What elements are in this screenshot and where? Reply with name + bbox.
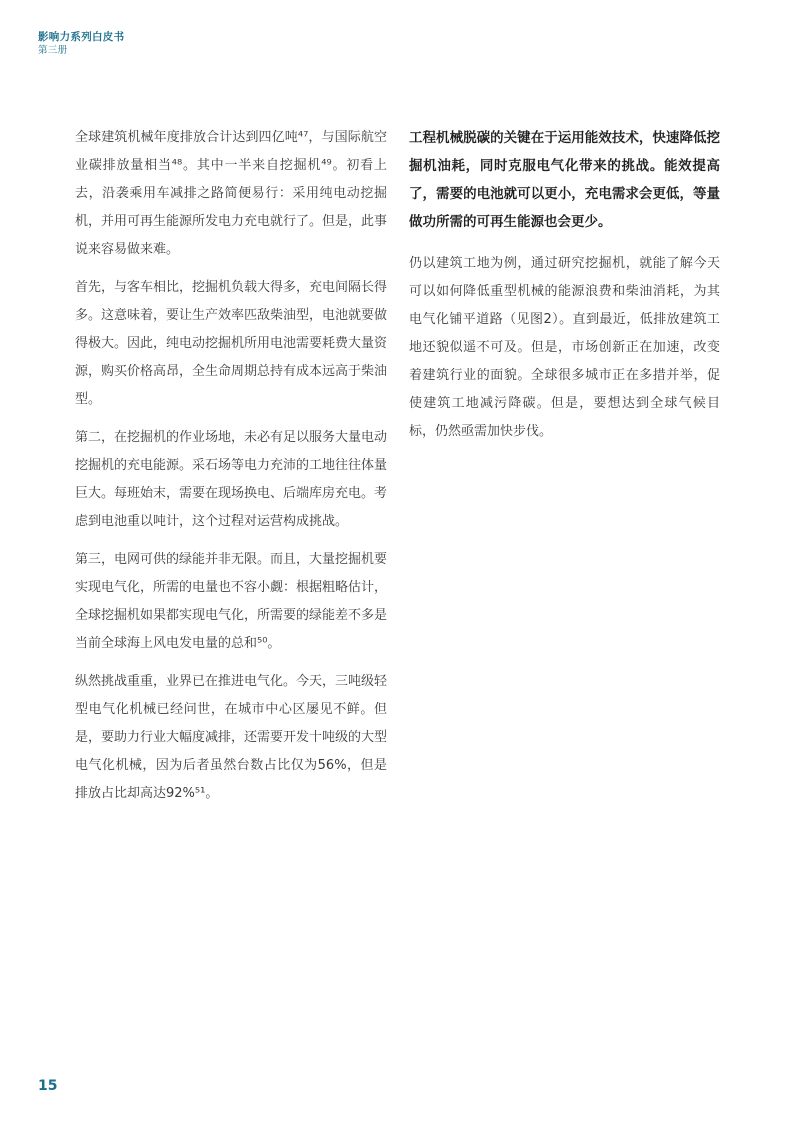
paragraph: 第二，在挖掘机的作业场地，未必有足以服务大量电动挖掘机的充电能源。采石场等电力充沛的工地往往体量巨大。每班始末，需要在现场换电、后端库房充电。考虑到电池重以吨计，这个过程对运营构成挑战。: [75, 430, 388, 529]
page-number: 15: [38, 1078, 58, 1094]
lead-paragraph: 工程机械脱碳的关键在于运用能效技术，快速降低挖掘机油耗，同时克服电气化带来的挑战。能效提高了，需要的电池就可以更小，充电需求会更低，等量做功所需的可再生能源也会更少。: [409, 130, 720, 230]
right-column: [409, 124, 720, 455]
publication-title: 影响力系列白皮书: [38, 31, 125, 43]
paragraph: 首先，与客车相比，挖掘机负载大得多，充电间隔长得多。这意味着，要让生产效率匹敌柴油型，电池就要做得极大。因此，纯电动挖掘机所用电池需要耗费大量资源，购买价格高昂，全生命周期总持有成本远高于柴油型。: [75, 280, 388, 407]
running-header: [38, 31, 124, 57]
paragraph: 全球建筑机械年度排放合计达到四亿吨⁴⁷，与国际航空业碳排放量相当⁴⁸。其中一半来自挖掘机⁴⁹。初看上去，沿袭乘用车减排之路简便易行：采用纯电动挖掘机，并用可再生能源所发电力充电就行了。但是，此事说来容易做来难。: [75, 130, 388, 257]
left-column: [75, 124, 387, 818]
paragraph: 纵然挑战重重，业界已在推进电气化。今天，三吨级轻型电气化机械已经问世，在城市中心区屡见不鲜。但是，要助力行业大幅度减排，还需要开发十吨级的大型电气化机械，因为后者虽然台数占比仅为56%，但是排放占比却高达92%⁵¹。: [75, 674, 388, 801]
paragraph: 仍以建筑工地为例，通过研究挖掘机，就能了解今天可以如何降低重型机械的能源浪费和柴油消耗，为其电气化铺平道路（见图2）。直到最近，低排放建筑工地还貌似遥不可及。但是，市场创新正在加速，改变着建筑行业的面貌。全球很多城市正在多措并举，促使建筑工地减污降碳。但是，要想达到全球气候目标，仍然亟需加快步伐。: [409, 256, 720, 439]
paragraph: 第三，电网可供的绿能并非无限。而且，大量挖掘机要实现电气化，所需的电量也不容小觑：根据粗略估计，全球挖掘机如果都实现电气化，所需要的绿能差不多是当前全球海上风电发电量的总和⁵⁰。: [75, 552, 388, 651]
volume-label: 第三册: [38, 45, 68, 56]
